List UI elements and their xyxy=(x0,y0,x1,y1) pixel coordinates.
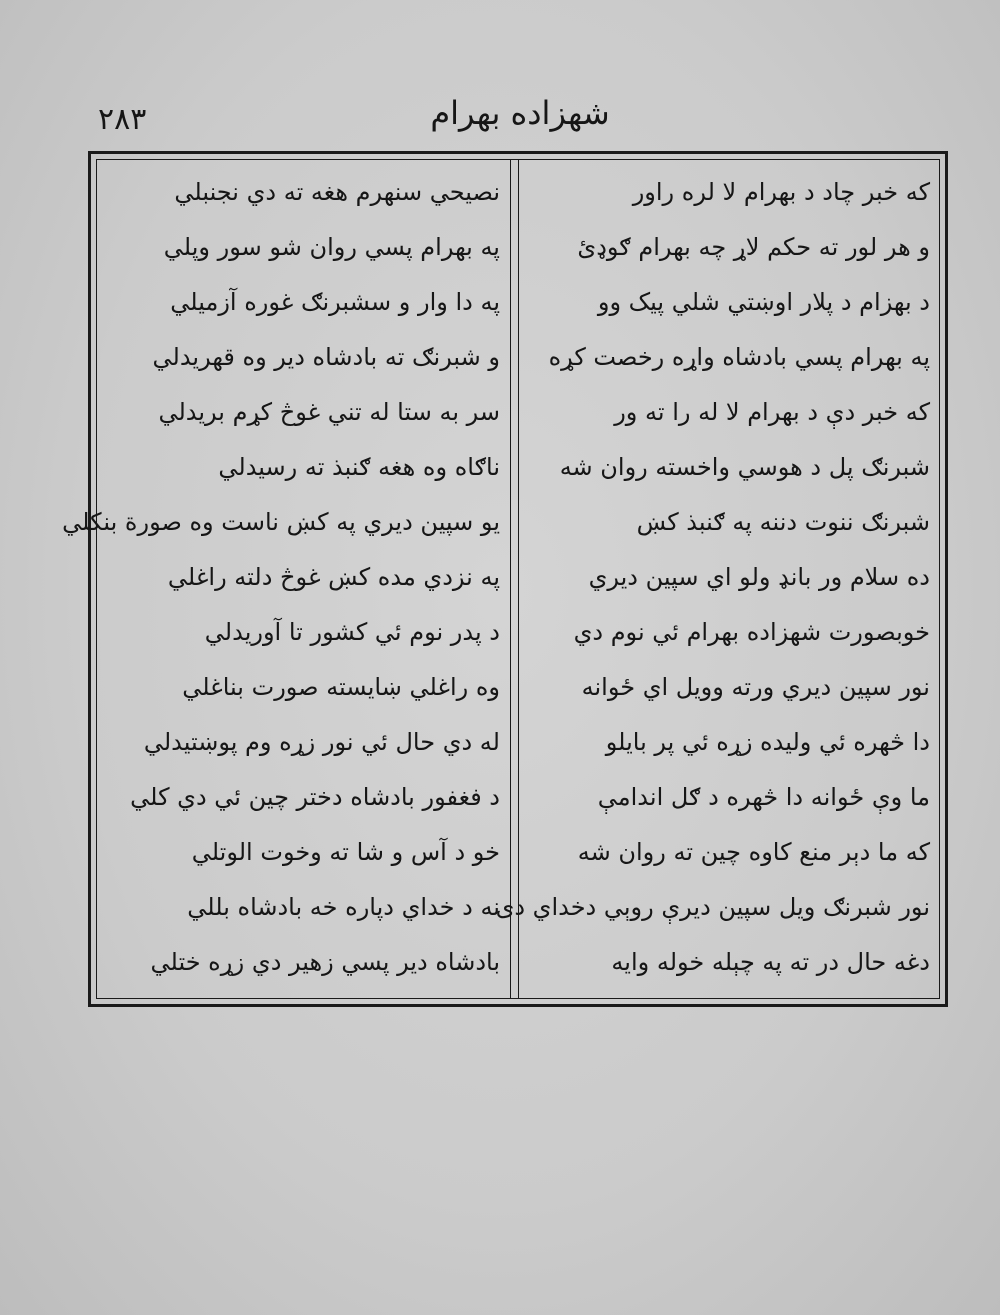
verse-line: شبرنګ پل د هوسي واخسته روان شه xyxy=(559,453,930,481)
verse-line: یو سپین دیري په کښ ناست وه صورة بنکلي xyxy=(62,508,500,536)
column-divider xyxy=(510,159,511,999)
verse-line: ناګاه وه هغه ګنبذ ته رسیدلي xyxy=(218,453,500,481)
verse-line: وه راغلي ښایسته صورت بناغلي xyxy=(182,673,500,701)
verse-line: له دي حال ئي نور زړه وم پوښتیدلي xyxy=(143,728,500,756)
running-head: شهزاده بهرام xyxy=(430,94,610,132)
verse-line: خو د آس و شا ته وخوت الوتلي xyxy=(191,838,500,866)
page-number: ٢٨٣ xyxy=(98,102,147,137)
left-verse-column xyxy=(62,172,500,982)
verse-line: دا څهره ئي ولیده زړه ئي پر بایلو xyxy=(605,728,930,756)
verse-line: که خبر دې د بهرام لا له را ته ور xyxy=(614,398,930,426)
verse-line: بادشاه دیر پسي زهیر دي زړه ختلي xyxy=(150,948,500,976)
verse-line: نصیحي سنهرم هغه ته دي نجنبلي xyxy=(174,178,500,206)
right-verse-column xyxy=(495,172,930,982)
verse-line: خوبصورت شهزاده بهرام ئي نوم دي xyxy=(573,618,930,646)
column-divider xyxy=(518,159,519,999)
verse-line: سر به ستا له تني غوڅ کړم بریدلي xyxy=(158,398,500,426)
verse-line: نه د خداي دپاره خه بادشاه بللي xyxy=(187,893,500,921)
verse-line: د بهزام د پلار اوښتي شلي پیک وو xyxy=(597,288,930,316)
verse-line: که خبر چاد د بهرام لا لره راور xyxy=(632,178,930,206)
verse-line: ده سلام ور بانډ ولو اي سپین دیري xyxy=(588,563,930,591)
verse-line: شبرنګ ننوت دننه په ګنبذ کښ xyxy=(636,508,930,536)
verse-line: دغه حال در ته په چېله خوله وایه xyxy=(611,948,930,976)
verse-line: ما وې ځوانه دا څهره د ګل اندامې xyxy=(597,783,930,811)
verse-line: و هر لور ته حکم لاړ چه بهرام ګوډئ xyxy=(577,233,930,261)
verse-line: د فغفور بادشاه دختر چین ئي دي کلي xyxy=(130,783,500,811)
verse-line: په بهرام پسي روان شو سور وپلي xyxy=(163,233,500,261)
verse-line: نور سپین دیري ورته وویل اي ځوانه xyxy=(581,673,930,701)
verse-line: په نزدي مده کښ غوڅ دلته راغلي xyxy=(167,563,500,591)
verse-line: نور شبرنګ ویل سپین دیرې روېي دخداي دی xyxy=(495,893,930,921)
verse-line: که ما دېر منع کاوه چین ته روان شه xyxy=(577,838,930,866)
verse-line: د پدر نوم ئي کشور تا آوریدلي xyxy=(204,618,500,646)
verse-line: و شبرنګ ته بادشاه دیر وه قهریدلي xyxy=(152,343,500,371)
verse-line: په بهرام پسي بادشاه واړه رخصت کړه xyxy=(548,343,930,371)
verse-line: په دا وار و سشبرنګ غوره آزمیلي xyxy=(170,288,500,316)
